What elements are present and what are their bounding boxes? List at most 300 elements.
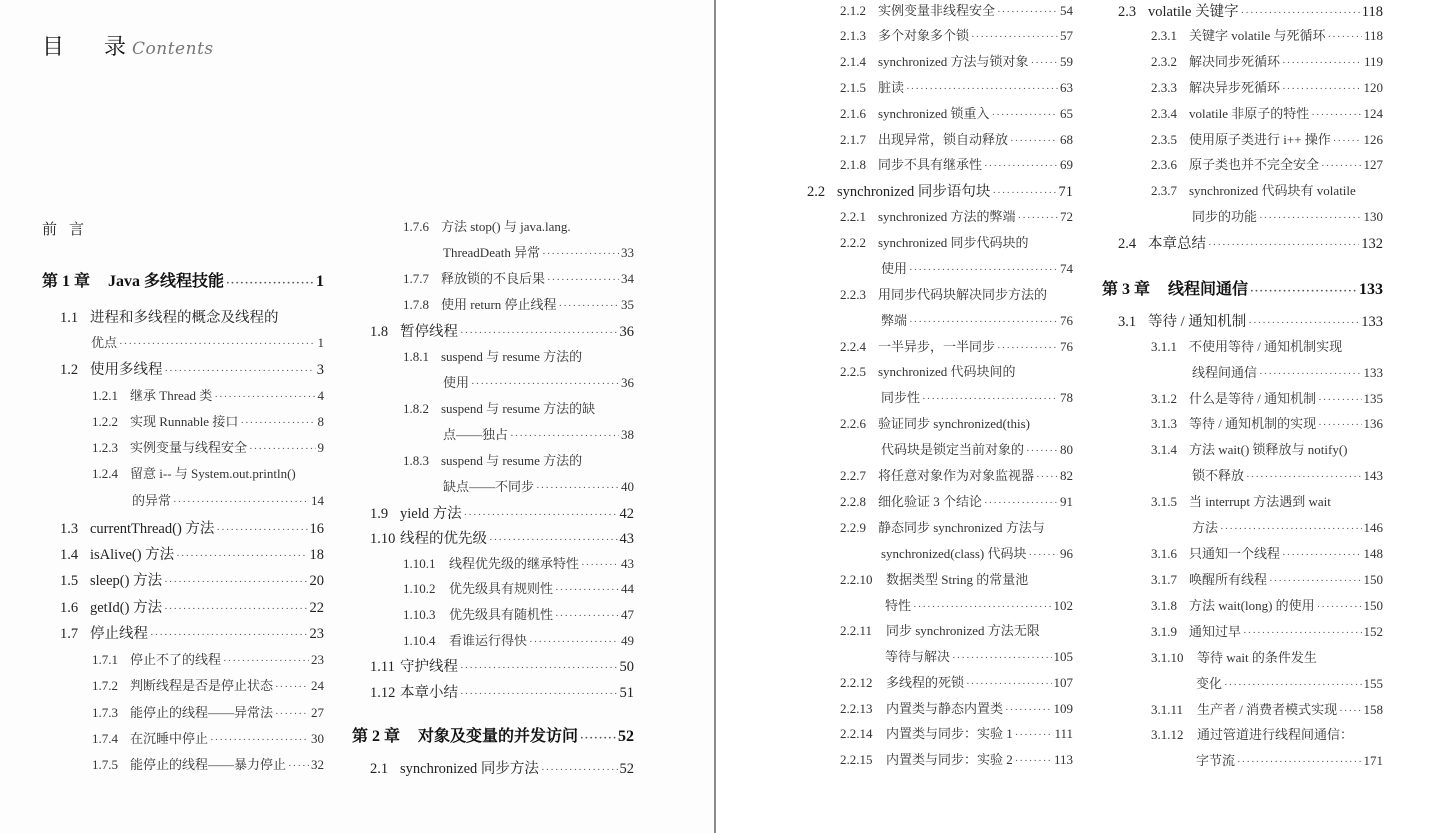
toc-title-text: 将任意对象作为对象监视器: [878, 468, 1035, 483]
toc-title-text: synchronized 方法的弊端: [878, 209, 1016, 224]
preface-entry[interactable]: 前言: [42, 222, 97, 238]
toc-title-text: 方法: [1192, 520, 1219, 535]
toc-number: 2.1.7: [840, 132, 866, 147]
toc-title-text: volatile 非原子的特性: [1189, 106, 1310, 121]
toc-title-text: 停止线程: [90, 626, 148, 642]
toc-number: 3.1.4: [1151, 442, 1177, 457]
toc-title-text: 一半异步，一半同步: [878, 339, 996, 354]
toc-title-text: 本章总结: [1148, 236, 1206, 252]
toc-title-text: 优先级具有随机性: [449, 607, 554, 622]
page-number: 63: [1060, 80, 1073, 95]
toc-title-text: 方法 stop() 与 java.lang.: [441, 219, 571, 234]
toc-title-text: 变化: [1196, 676, 1223, 691]
page-number: 109: [1053, 701, 1073, 716]
toc-subsection[interactable]: [1151, 180, 1383, 200]
title-zh-2: 录: [104, 34, 127, 59]
toc-subsection[interactable]: [840, 465, 1073, 485]
toc-subsection[interactable]: [840, 672, 1073, 692]
title-en: Contents: [132, 39, 214, 59]
toc-subsection[interactable]: [840, 206, 1073, 226]
toc-subsection[interactable]: [1151, 569, 1383, 589]
toc-title-text: 实例变量非线程安全: [878, 3, 996, 18]
page-number: 133: [1363, 365, 1383, 380]
toc-title-text: 释放锁的不良后果: [441, 271, 546, 286]
toc-number: 3.1.10: [1151, 650, 1184, 665]
dot-leader: [1031, 57, 1058, 69]
toc-title-text: yield 方法: [400, 506, 462, 522]
page-number: 72: [1060, 209, 1073, 224]
toc-section[interactable]: [1118, 310, 1383, 330]
toc-subsection[interactable]: [1151, 621, 1383, 641]
toc-entry-continuation[interactable]: [1192, 517, 1383, 537]
dot-leader: [984, 497, 1058, 509]
toc-entry-continuation[interactable]: [1192, 206, 1383, 226]
toc-section[interactable]: [1118, 232, 1383, 252]
toc-number: 1.7.4: [92, 731, 118, 746]
dot-leader: [1224, 679, 1361, 691]
toc-entry-continuation[interactable]: [881, 310, 1073, 330]
toc-title-text: 用同步代码块解决同步方法的: [878, 287, 1048, 302]
dot-leader: [1029, 549, 1059, 561]
dot-leader: [1246, 471, 1361, 483]
toc-number: 1.7.2: [92, 678, 118, 693]
toc-title-text: 线程间通信: [1192, 365, 1258, 380]
toc-title-text: 特性: [885, 598, 912, 613]
page-number: 118: [1363, 28, 1383, 43]
toc-title-text: synchronized(class) 代码块: [881, 546, 1027, 561]
toc-number: 1.8.1: [403, 349, 429, 364]
dot-leader: [992, 187, 1056, 199]
toc-number: 1.1: [60, 310, 79, 326]
toc-number: 1.10.2: [403, 581, 436, 596]
page-number: 49: [621, 633, 634, 648]
page-number: 54: [1060, 3, 1073, 18]
toc-number: 1.11: [370, 659, 395, 675]
page-number: 133: [1361, 314, 1383, 330]
toc-number: 1.2.1: [92, 388, 118, 403]
page-number: 126: [1363, 132, 1383, 147]
toc-title-text: 停止不了的线程: [130, 652, 222, 667]
toc-title-text: 线程优先级的继承特性: [449, 556, 580, 571]
toc-entry-continuation[interactable]: [885, 595, 1073, 615]
page-number: 16: [309, 521, 324, 537]
toc-title-text: 静态同步 synchronized 方法与: [878, 520, 1045, 535]
toc-title-text: 通知过早: [1189, 624, 1242, 639]
page-number: 105: [1053, 649, 1073, 664]
dot-leader: [997, 6, 1058, 18]
toc-section[interactable]: [807, 180, 1073, 200]
page-number: 43: [621, 556, 634, 571]
dot-leader: [922, 393, 1058, 405]
toc-subsection[interactable]: [1151, 77, 1383, 97]
toc-title-text: synchronized 代码块间的: [878, 364, 1016, 379]
toc-title-text: suspend 与 resume 方法的: [441, 349, 583, 364]
toc-title-text: 细化验证 3 个结论: [878, 494, 983, 509]
page-number: 74: [1060, 261, 1073, 276]
toc-number: 2.3.2: [1151, 54, 1177, 69]
toc-subsection[interactable]: [1151, 413, 1383, 433]
page-number: 130: [1363, 209, 1383, 224]
toc-title-text: 解决异步死循环: [1189, 80, 1281, 95]
toc-number: 1.5: [60, 573, 79, 589]
toc-title-text: 内置类与同步：实验 2: [886, 752, 1013, 767]
page-number: 9: [317, 440, 324, 455]
toc-entry-continuation[interactable]: [885, 646, 1073, 666]
dot-leader: [1018, 212, 1058, 224]
toc-subsection[interactable]: [840, 361, 1073, 381]
dot-leader: [1248, 317, 1359, 329]
toc-title-text: 的异常: [132, 493, 172, 508]
page-number: 91: [1060, 494, 1073, 509]
dot-leader: [1208, 239, 1359, 251]
page-number: 57: [1060, 28, 1073, 43]
page-number: 52: [619, 761, 634, 777]
toc-entry-continuation[interactable]: [881, 543, 1073, 563]
toc-number: 1.2: [60, 362, 79, 378]
toc-title-text: 实例变量与线程安全: [130, 440, 248, 455]
toc-number: 2.2.7: [840, 468, 866, 483]
page-number: 30: [311, 731, 324, 746]
toc-title-text: 暂停线程: [400, 324, 458, 340]
page-number: 22: [309, 600, 324, 616]
dot-leader: [1259, 212, 1361, 224]
toc-subsection[interactable]: [840, 129, 1073, 149]
toc-number: 1.7.8: [403, 297, 429, 312]
toc-title-text: 唤醒所有线程: [1189, 572, 1268, 587]
toc-number: 1.7.6: [403, 219, 429, 234]
toc-entry-continuation[interactable]: [1196, 673, 1383, 693]
toc-entry-continuation[interactable]: [881, 387, 1073, 407]
toc-chapter[interactable]: [1102, 276, 1383, 296]
page-number: 111: [1054, 726, 1073, 741]
page-number: 1: [317, 335, 324, 350]
toc-title-text: 关键字 volatile 与死循环: [1189, 28, 1326, 43]
toc-subsection[interactable]: [1151, 51, 1383, 71]
toc-title-text: 同步性: [881, 390, 921, 405]
toc-number: 2.2.9: [840, 520, 866, 535]
toc-number: 2.1: [370, 761, 389, 777]
toc-number: 2.2: [807, 184, 826, 200]
toc-subsection[interactable]: [840, 284, 1073, 304]
dot-leader: [909, 316, 1058, 328]
toc-title-text: 方法 wait(long) 的使用: [1189, 598, 1315, 613]
toc-subsection[interactable]: [840, 569, 1073, 589]
toc-entry-continuation[interactable]: [1192, 362, 1383, 382]
page-number: 36: [621, 375, 634, 390]
toc-title-text: 内置类与同步：实验 1: [886, 726, 1013, 741]
toc-subsection[interactable]: [1151, 129, 1383, 149]
toc-number: 2.1.5: [840, 80, 866, 95]
toc-number: 2.2.13: [840, 701, 873, 716]
toc-title-text: synchronized 同步语句块: [837, 184, 991, 200]
toc-title-text: 点——独占: [443, 427, 509, 442]
dot-leader: [1243, 627, 1361, 639]
toc-subsection[interactable]: [840, 517, 1073, 537]
dot-leader: [1241, 7, 1360, 19]
dot-leader: [1005, 704, 1051, 716]
toc-number: 2.2.11: [840, 623, 873, 638]
toc-subsection[interactable]: [1151, 388, 1383, 408]
page-number: 52: [618, 728, 634, 745]
page-number: 47: [621, 607, 634, 622]
toc-title-text: currentThread() 方法: [90, 521, 215, 537]
toc-title-text: 弊端: [881, 313, 908, 328]
page-number: 124: [1363, 106, 1383, 121]
toc-title-text: 优先级具有规则性: [449, 581, 554, 596]
toc-title-text: 继承 Thread 类: [130, 388, 213, 403]
dot-leader: [992, 109, 1058, 121]
toc-subsection[interactable]: [840, 336, 1073, 356]
dot-leader: [997, 342, 1058, 354]
page-number: 119: [1363, 54, 1383, 69]
dot-leader: [952, 652, 1051, 664]
toc-title-text: 在沉睡中停止: [130, 731, 209, 746]
toc-title-text: 判断线程是否是停止状态: [130, 678, 274, 693]
page-number: 102: [1053, 598, 1073, 613]
dot-leader: [984, 160, 1058, 172]
toc-title-text: volatile 关键字: [1148, 4, 1239, 20]
toc-title-text: synchronized 同步方法: [400, 761, 539, 777]
toc-title-text: 等待 wait 的条件发生: [1197, 650, 1317, 665]
toc-title-text: 通过管道进行线程间通信：: [1197, 727, 1354, 742]
toc-number: 2.2.5: [840, 364, 866, 379]
toc-subsection[interactable]: [840, 620, 1073, 640]
page-number: 65: [1060, 106, 1073, 121]
toc-title-text: sleep() 方法: [90, 573, 163, 589]
toc-number: 2.3: [1118, 4, 1137, 20]
toc-number: 2.2.14: [840, 726, 873, 741]
toc-number: 2.1.3: [840, 28, 866, 43]
page-number: 158: [1363, 702, 1383, 717]
toc-subsection[interactable]: [840, 25, 1073, 45]
toc-subsection[interactable]: [1151, 491, 1383, 511]
page-number: 133: [1359, 281, 1383, 298]
page-number: 23: [311, 652, 324, 667]
toc-title-text: 锁不释放: [1192, 468, 1245, 483]
toc-subsection[interactable]: [1151, 543, 1383, 563]
dot-leader: [1259, 368, 1361, 380]
toc-title-text: 字节流: [1196, 753, 1236, 768]
toc-title-text: 验证同步 synchronized(this): [878, 416, 1031, 431]
toc-entry-continuation[interactable]: [881, 439, 1073, 459]
toc-subsection[interactable]: [840, 0, 1073, 20]
toc-number: 1.10: [370, 531, 396, 547]
toc-number: 1.8.2: [403, 401, 429, 416]
toc-number: 1.3: [60, 521, 79, 537]
page-number: 27: [311, 705, 324, 720]
page-number: 33: [621, 245, 634, 260]
page-number: 120: [1363, 80, 1383, 95]
toc-subsection[interactable]: [840, 232, 1073, 252]
toc-number: 3.1.2: [1151, 391, 1177, 406]
toc-subsection[interactable]: [1151, 154, 1383, 174]
toc-entry-continuation[interactable]: [881, 258, 1073, 278]
toc-title-text: 多个对象多个锁: [878, 28, 970, 43]
page-number: 32: [311, 757, 324, 772]
page-number: 78: [1060, 390, 1073, 405]
toc-number: 3.1.3: [1151, 416, 1177, 431]
toc-title-text: 同步的功能: [1192, 209, 1258, 224]
toc-subsection[interactable]: [1151, 699, 1383, 719]
toc-title-text: suspend 与 resume 方法的: [441, 453, 583, 468]
page-number: 96: [1060, 546, 1073, 561]
page-number: 14: [311, 493, 324, 508]
toc-subsection[interactable]: [1151, 595, 1383, 615]
dot-leader: [913, 601, 1051, 613]
toc-number: 3.1.5: [1151, 494, 1177, 509]
page-number: 171: [1363, 753, 1383, 768]
toc-number: 2.3.7: [1151, 183, 1177, 198]
page-number: 18: [309, 547, 324, 563]
page-number: 8: [317, 414, 324, 429]
toc-title-text: 线程的优先级: [400, 531, 487, 547]
page-number: 3: [316, 362, 324, 378]
toc-number: 1.10.1: [403, 556, 436, 571]
toc-title-text: 脏读: [878, 80, 905, 95]
toc-title-text: 守护线程: [400, 659, 458, 675]
toc-subsection[interactable]: [840, 77, 1073, 97]
toc-number: 2.2.12: [840, 675, 873, 690]
toc-title-text: 等待与解决: [885, 649, 951, 664]
toc-title-text: 数据类型 String 的常量池: [886, 572, 1029, 587]
toc-subsection[interactable]: [840, 413, 1073, 433]
toc-title-text: 进程和多线程的概念及线程的: [90, 310, 279, 326]
dot-leader: [1282, 83, 1361, 95]
dot-leader: [1339, 705, 1361, 717]
page-number: 82: [1060, 468, 1073, 483]
toc-number: 2.1.4: [840, 54, 866, 69]
toc-subsection[interactable]: [1151, 336, 1383, 356]
toc-subsection[interactable]: [840, 723, 1073, 743]
toc-number: 2.2.3: [840, 287, 866, 302]
toc-title-text: 只通知一个线程: [1189, 546, 1281, 561]
toc-subsection[interactable]: [840, 749, 1073, 769]
toc-title-text: 看谁运行得快: [449, 633, 528, 648]
toc-number: 1.12: [370, 685, 396, 701]
toc-subsection[interactable]: [840, 154, 1073, 174]
dot-leader: [1328, 31, 1362, 43]
page-number: 113: [1053, 752, 1073, 767]
toc-entry-continuation[interactable]: [1192, 465, 1383, 485]
page-number: 34: [621, 271, 634, 286]
dot-leader: [1311, 109, 1361, 121]
toc-number: 3.1.6: [1151, 546, 1177, 561]
toc-number: 2.2.1: [840, 209, 866, 224]
toc-number: 1.7: [60, 626, 79, 642]
toc-title-text: 不使用等待 / 通知机制实现: [1189, 339, 1343, 354]
toc-subsection[interactable]: [1151, 25, 1383, 45]
toc-title-text: 能停止的线程——异常法: [130, 705, 274, 720]
toc-number: 1.7.1: [92, 652, 118, 667]
toc-title-text: 方法 wait() 锁释放与 notify(): [1189, 442, 1348, 457]
toc-entry-continuation[interactable]: [1196, 750, 1383, 770]
page-number: 51: [619, 685, 634, 701]
toc-number: 3.1.12: [1151, 727, 1184, 742]
toc-title-text: 使用: [881, 261, 908, 276]
toc-number: 1.7.5: [92, 757, 118, 772]
toc-subsection[interactable]: [840, 491, 1073, 511]
toc-title-text: 多线程的死锁: [886, 675, 965, 690]
toc-subsection[interactable]: [840, 51, 1073, 71]
toc-title-text: 出现异常，锁自动释放: [878, 132, 1009, 147]
toc-number: 1.6: [60, 600, 79, 616]
toc-number: 1.2.4: [92, 466, 118, 481]
title-zh-1: 目: [42, 34, 65, 59]
page-number: 135: [1363, 391, 1383, 406]
page-number: 68: [1060, 132, 1073, 147]
toc-title-text: 本章小结: [400, 685, 458, 701]
toc-title-text: 等待 / 通知机制的实现: [1189, 416, 1317, 431]
toc-number: 1.9: [370, 506, 389, 522]
toc-subsection[interactable]: [1151, 724, 1383, 744]
page-number: 150: [1363, 572, 1383, 587]
toc-subsection[interactable]: [840, 103, 1073, 123]
toc-title-text: 什么是等待 / 通知机制: [1189, 391, 1317, 406]
toc-title-text: 当 interrupt 方法遇到 wait: [1189, 494, 1331, 509]
toc-number: 2.3.6: [1151, 157, 1177, 172]
dot-leader: [906, 83, 1058, 95]
page-number: 132: [1361, 236, 1383, 252]
page-number: 42: [619, 506, 634, 522]
toc-title-text: 代码块是锁定当前对象的: [881, 442, 1025, 457]
toc-number: 2.2.2: [840, 235, 866, 250]
toc-number: 3.1.9: [1151, 624, 1177, 639]
toc-number: 2.3.3: [1151, 80, 1177, 95]
toc-number: 第 2 章: [352, 728, 401, 745]
dot-leader: [1250, 285, 1357, 297]
toc-title-text: suspend 与 resume 方法的缺: [441, 401, 596, 416]
toc-title-text: getId() 方法: [90, 600, 163, 616]
toc-title-text: 实现 Runnable 接口: [130, 414, 239, 429]
toc-section[interactable]: [1118, 0, 1383, 20]
toc-number: 3.1.7: [1151, 572, 1177, 587]
dot-leader: [966, 678, 1051, 690]
toc-title-text: 线程间通信: [1168, 281, 1249, 298]
page-number: 76: [1060, 313, 1073, 328]
dot-leader: [1026, 445, 1058, 457]
toc-number: 1.2.3: [92, 440, 118, 455]
dot-leader: [1321, 160, 1361, 172]
toc-number: 第 3 章: [1102, 281, 1151, 298]
page-number: 35: [621, 297, 634, 312]
toc-subsection[interactable]: [1151, 103, 1383, 123]
toc-subsection[interactable]: [840, 698, 1073, 718]
toc-number: 2.3.4: [1151, 106, 1177, 121]
toc-title-text: synchronized 同步代码块的: [878, 235, 1029, 250]
page-number: 155: [1363, 676, 1383, 691]
toc-number: 2.2.15: [840, 752, 873, 767]
page-number: 146: [1363, 520, 1383, 535]
dot-leader: [1036, 471, 1058, 483]
page-number: 20: [309, 573, 324, 589]
dot-leader: [1333, 135, 1362, 147]
page-number: 76: [1060, 339, 1073, 354]
toc-number: 1.8.3: [403, 453, 429, 468]
toc-number: 1.7.7: [403, 271, 429, 286]
toc-number: 3.1: [1118, 314, 1137, 330]
dot-leader: [1317, 601, 1362, 613]
page-number: 143: [1363, 468, 1383, 483]
page-number: 152: [1363, 624, 1383, 639]
dot-leader: [1220, 523, 1361, 535]
page-number: 148: [1363, 546, 1383, 561]
toc-subsection[interactable]: [1151, 439, 1383, 459]
toc-title-text: isAlive() 方法: [90, 547, 175, 563]
toc-number: 2.2.10: [840, 572, 873, 587]
toc-title-text: 能停止的线程——暴力停止: [130, 757, 287, 772]
toc-title-text: synchronized 锁重入: [878, 106, 990, 121]
toc-subsection[interactable]: [1151, 647, 1383, 667]
